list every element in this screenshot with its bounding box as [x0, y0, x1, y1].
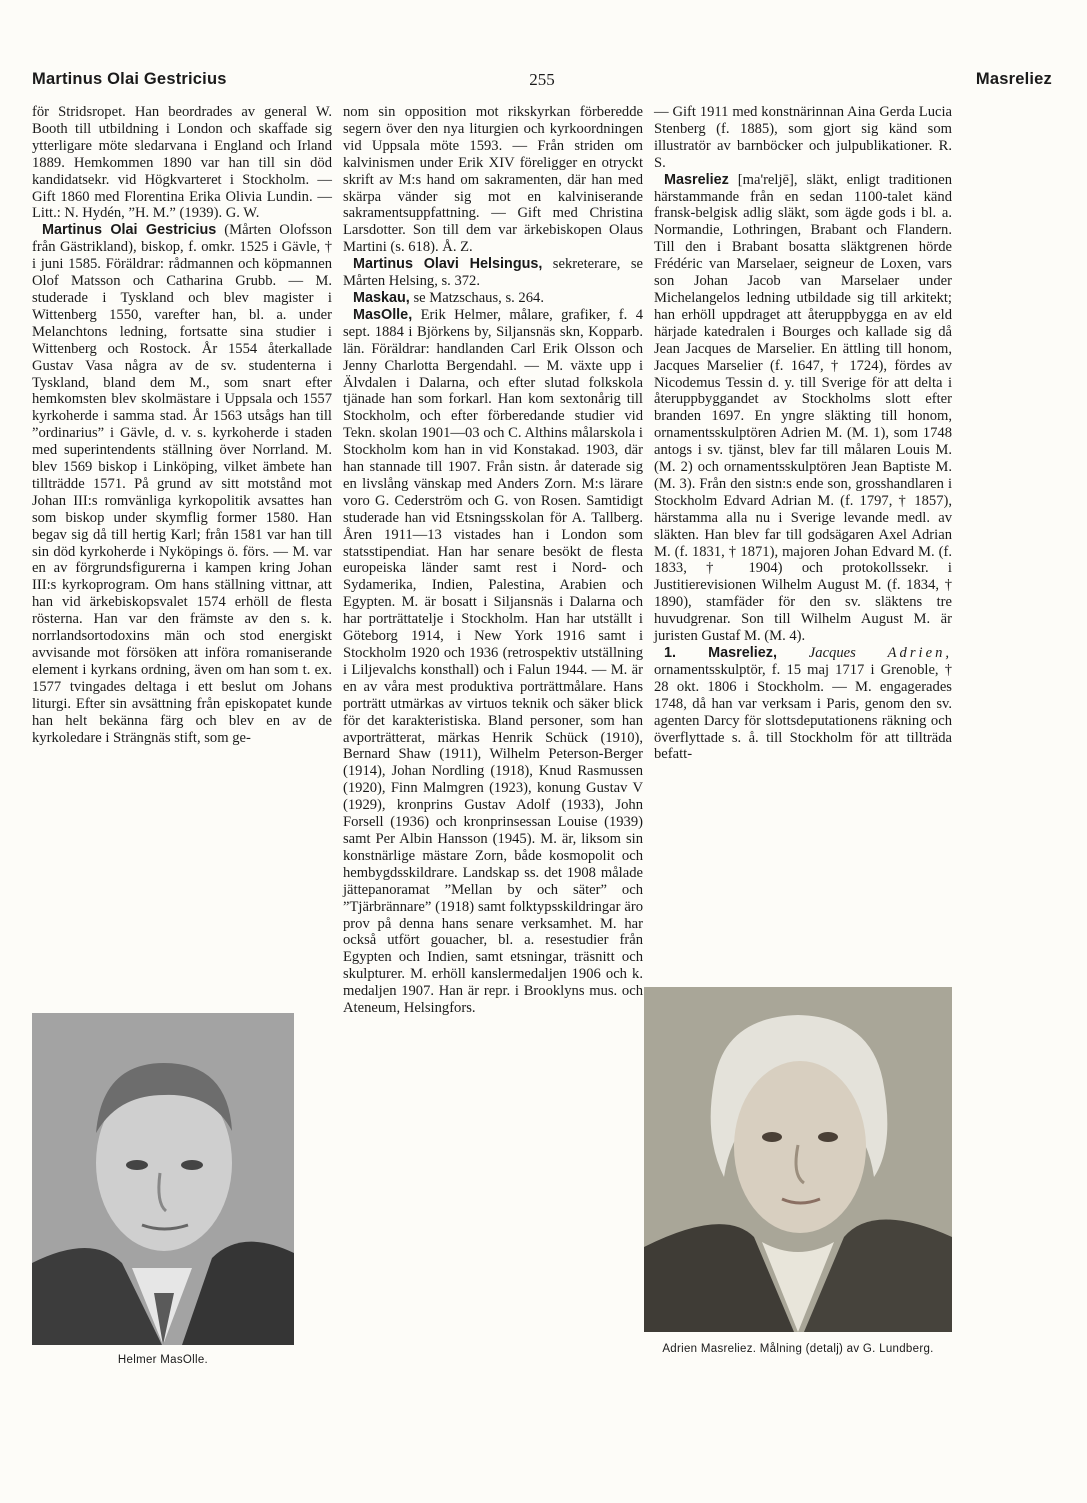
- entry-spaced-name: Adrien,: [887, 645, 953, 661]
- entry-first-name: Jacques: [808, 645, 856, 661]
- header-right-running-title: Masreliez: [975, 70, 1052, 88]
- entry-body: se Matzschaus, s. 264.: [413, 289, 544, 306]
- entry-body: sekreterare, se Mårten Helsing, s. 372.: [343, 256, 643, 290]
- gestricius-continued-text: nom sin opposition mot rikskyrkan förberedde segern över den nya liturgien och kyrkoordningen vid Uppsala möte 1593. — Från striden om kalvinismen under Erik XIV föreligger en otryckt skrift av M:s hand om sakramenten, där han med skärpa vänder sig mot en kalviniserande sakramentsuppfattning. — Gift med Christina Larsdotter. Son till dem var ärkebiskopen Olaus Martini (s. 618). Å. Z.: [343, 104, 643, 256]
- portrait-painting-illustration: [644, 987, 952, 1332]
- page-number: 255: [529, 70, 555, 89]
- entry-masreliez-jacques-adrien: [654, 645, 952, 763]
- entry-heading: MasOlle,: [353, 306, 413, 323]
- entry-masreliez-family: [654, 172, 952, 645]
- entry-masolle: [343, 307, 643, 1017]
- entry-heading: Masreliez: [664, 171, 729, 188]
- page-header: [32, 66, 1052, 94]
- entry-heading: Martinus Olavi Helsingus,: [353, 256, 543, 273]
- entry-body: ornamentsskulptör, f. 15 maj 1717 i Grenoble, † 28 okt. 1806 i Stockholm. — M. engagerades 1748, då han var verksam i Paris, genom den sv. agenten Darcy för slottsdeputationens räkning och överflyttade s. å. till Stockholm för att tillträda befatt-: [654, 661, 952, 763]
- portrait-photo-helmer-masolle: [32, 1013, 294, 1345]
- entry-maskau: [343, 290, 643, 307]
- entry-heading: Martinus Olai Gestricius: [42, 222, 217, 239]
- masolle-continued-text: — Gift 1911 med konstnärinnan Aina Gerda Lucia Stenberg (f. 1885), som gjort sig känd som illustratör av barnböcker och julpublikationer. R. S.: [654, 104, 952, 171]
- column-3: [654, 104, 952, 763]
- caption-photo-2: Adrien Masreliez. Målning (detalj) av G. Lundberg.: [662, 1343, 934, 1355]
- entry-martinus-olai-gestricius: [32, 222, 332, 746]
- entry-martinus-olavi-helsingus: [343, 256, 643, 290]
- entry-heading: 1. Masreliez,: [664, 645, 777, 661]
- entry-body: [ma'reljē], släkt, enligt traditionen härstammande från en sedan 1100-talet känd fransk-belgisk adlig släkt, som ägde gods i bl. a. Normandie, Lothringen, Brabant och Flandern. Till den i Brabant bosatta släktgrenen hörde Frédéric van Marselaer, seigneur de Loxen, vars son Johan Jacob van Marselaer under Michelangelos ledning utbildade sig till arkitekt; han erhöll uppdraget att återuppbygga en av eld härjade katedralen i Bourges och kallade sig då Jean Jacques de Marselier. En ättling till honom, Jacques Marselier (f. 1647, † 1724), fördes av Nicodemus Tessin d. y. till Sverige för att delta i återuppbyggandet av Stockholms slott efter branden 1697. En yngre släkting till honom, ornamentsskulptören Adrien M. (M. 1), som 1748 antogs i sv. tjänst, blev far till målaren Louis M. (M. 2) och ornamentsskulptören Jean Baptiste M. (M. 3). Från den sistn:s ende son, grosshandlaren i Stockholm Edvard Adrian M. (f. 1797, † 1857), härstamma alla nu i Sverige levande medl. av släkten. Han blev far till godsägaren Axel Adrian M. (f. 1831, † 1871), majoren Johan Edvard M. (f. 1833, † 1904) och protokollssekr. i Justitierevisionen Wilhelm August M. (f. 1834, † 1890), stamfäder för den sv. släktens tre huvudgrenar. Son till Wilhelm August M. är juristen Gustaf M. (M. 4).: [654, 171, 952, 645]
- header-left-running-title: Martinus Olai Gestricius: [32, 70, 227, 88]
- entry-heading: Maskau,: [353, 289, 410, 306]
- gestricius-preceding-text: för Stridsropet. Han beordrades av general W. Booth till utbildning i London och skaffade sig ytterligare möte sledarvana i England och Irland 1889. Hemkommen 1890 var han till sin död kandidatsekr. vid Högkvarteret i Stockholm. — Gift 1860 med Florentina Erika Olivia Lundin. — Litt.: N. Hydén, ”H. M.” (1939). G. W.: [32, 104, 332, 222]
- entry-body: (Mårten Olofsson från Gästrikland), biskop, f. omkr. 1525 i Gävle, † i juni 1585. Föräldrar: rådmannen och köpmannen Olof Matsson och Catharina Grubb. — M. studerade i Tyskland och blev magister i Wittenberg 1550, varefter han, bl. a. under Melanchtons ledning, fortsatte sina studier i Wittenberg och Rostock. År 1554 återkallade Gustav Vasa några av de sv. studenterna i Tyskland, bland dem M., som snart efter hemkomsten blev skolmästare i Uppsala och 1557 kyrkoherde i samma stad. År 1563 utsågs han till ”ordinarius” i Gävle, d. v. s. kyrkoherde i staden med superintendents ställning över Norrland. M. blev 1569 biskop i Linköping, vilket ämbete han tillträdde 1571. På grund av sitt motstånd mot Johan III:s romvänliga kyrkopolitik avsattes han som biskop under skymflig former 1580. Han begav sig då till hertig Karl; från 1581 var han till sin död kyrkoherde i Nyköpings ö. förs. — M. var en av förgrundsfigurerna i kampen kring Johan III:s kyrkoprogram. Om hans ställning vittnar, att han vid ärkebiskopsvalet 1574 erhöll de flesta rösterna. Han var den främste av den s. k. norrlandsortodoxins män och stod energiskt avvisande mot försöken att införa romaniserande element i kyrkans ordning, även om han som t. ex. 1577 tvingades deltaga i ett beslut om Johans liturgi. Efter sin avsättning från episkopatet kunde han helt bekänna färg och blev en av de kyrkoledare i Strängnäs stift, som ge-: [32, 222, 332, 746]
- column-1: [32, 104, 332, 746]
- caption-photo-1: Helmer MasOlle.: [117, 1354, 209, 1366]
- portrait-painting-adrien-masreliez: [644, 987, 952, 1332]
- portrait-man-illustration: [32, 1013, 294, 1345]
- entry-body: Erik Helmer, målare, grafiker, f. 4 sept. 1884 i Björkens by, Siljansnäs skn, Kopparb. län. Föräldrar: handlanden Carl Erik Olsson och Jenny Charlotta Bergendahl. — M. växte upp i Älvdalen i Dalarna, och efter slutad folkskola tjänade han som forkarl. Han kom sextonårig till Stockholm, och efter förberedande studier vid Tekn. skolan 1901—03 och C. Althins målarskola i Stockholm kom han in vid Konstakad. 1903, där han stannade till 1907. Från sistn. år daterade sig en livslång vänskap med Anders Zorn. M:s lärare voro G. Cederström och G. von Rosen. Samtidigt studerade han vid Etsningsskolan för A. Tallberg. Åren 1911—13 vistades han i London som statsstipendiat. Han har senare besökt de flesta europeiska länder samt rest i Nord- och Sydamerika, Indien, Palestina, Arabien och Egypten. M. är bosatt i Siljansnäs i Dalarna och har porträttatelje i Stockholm. Han har utställt i Göteborg 1914, i New York 1916 samt i Stockholm 1920 och 1936 (retrospektiv utställning i Liljevalchs konsthall) och i Falun 1944. — M. är en av våra mest produktiva porträttmålare. Hans porträtt utmärkas av virtuos teknik och säker blick för det karakteristiska. Bland personer, som han avporträtterat, märkas Henrik Schück (1910), Bernard Shaw (1911), Wilhelm Peterson-Berger (1914), Johan Nordling (1918), Knud Rasmussen (1920), Finn Malmgren (1923), konung Gustav V (1929), kronprins Gustav Adolf (1933), John Forsell (1936) och kronprinsessan Louise (1939) samt Per Albin Hansson (1945). M. är, liksom sin konstnärlige mästare Zorn, både kosmopolit och hembygdsskildrare. Landskap ss. det 1908 målade jättepanoramat ”Mellan by och säter” och ”Tjärbrännare” (1918) samt folktypsskildringar äro prov på denna hans senare verksamhet. M. har också utfört gouacher, bl. a. resestudier från Egypten och Indien, samt etsningar, träsnitt och skulpturer. M. erhöll kanslermedaljen 1906 och k. medaljen 1907. Han är repr. i Brooklyns mus. och Ateneum, Helsingfors.: [343, 306, 644, 1017]
- column-2: [343, 104, 643, 1017]
